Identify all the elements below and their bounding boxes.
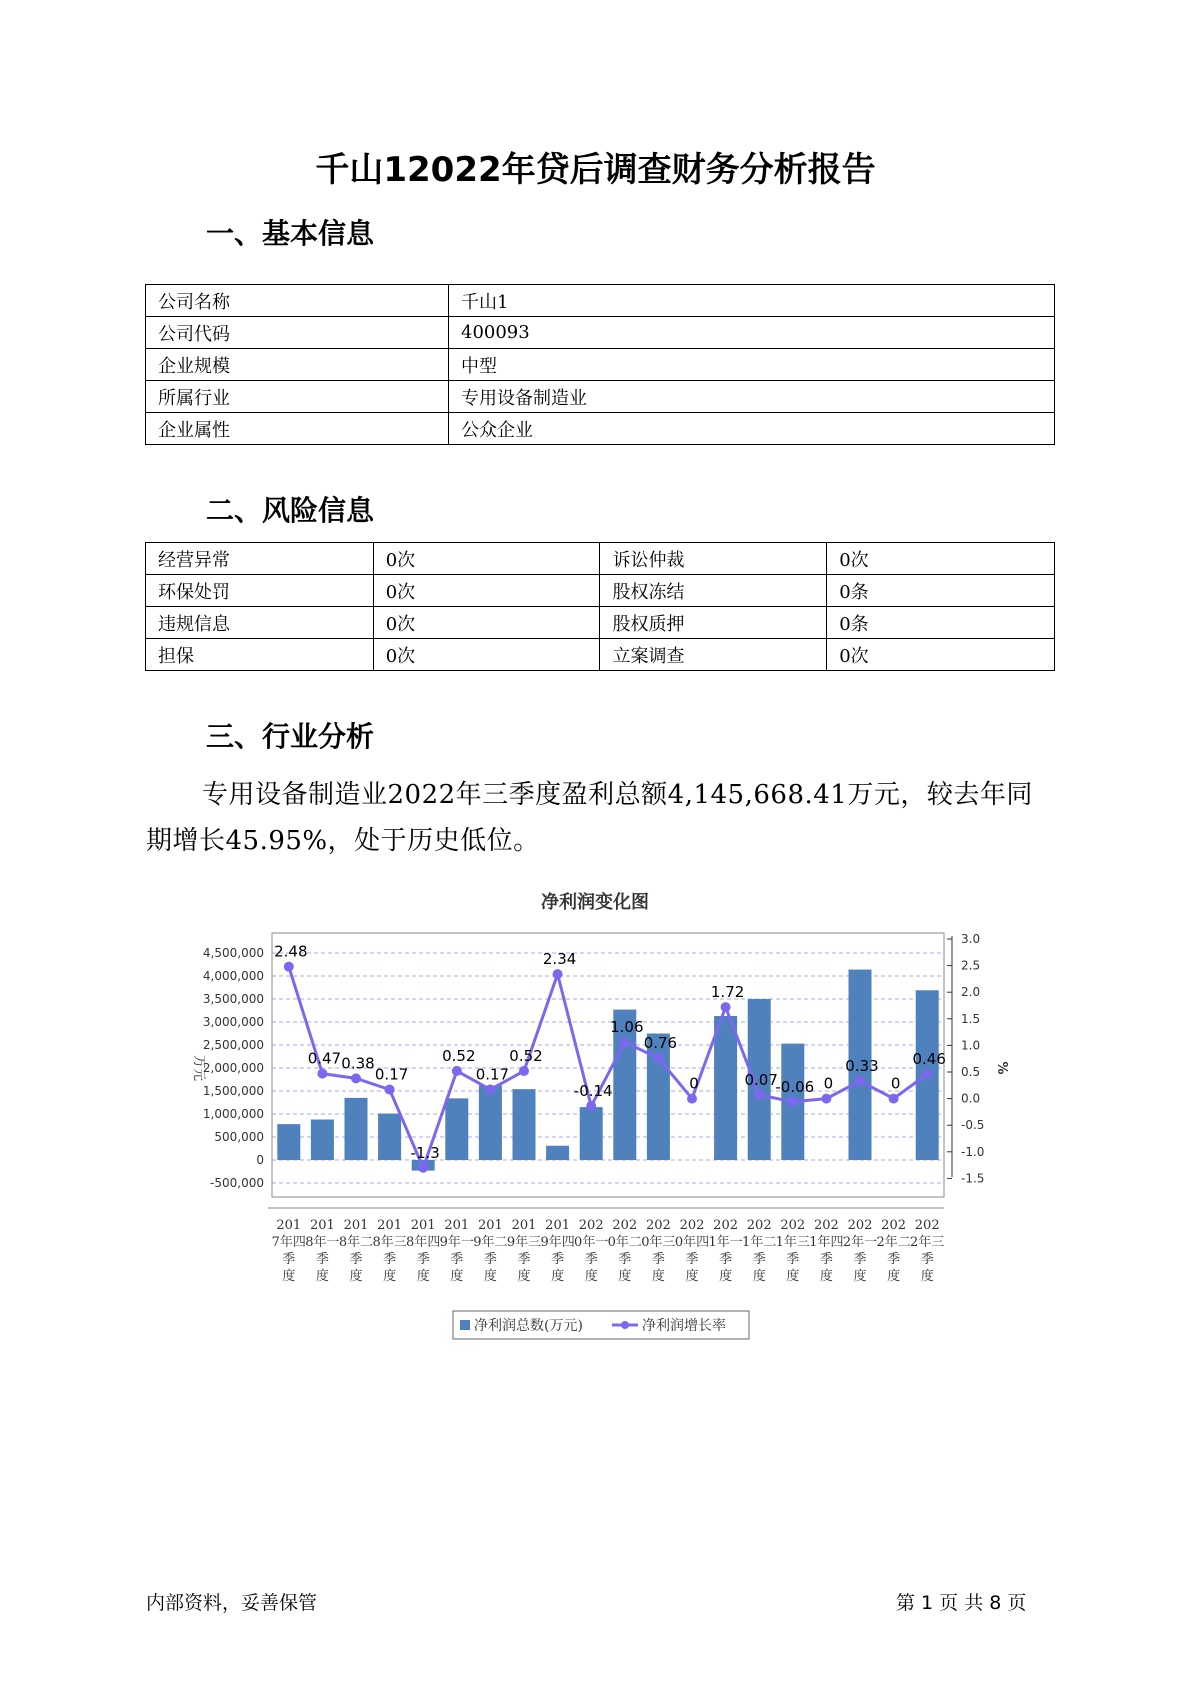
growth-rate-point xyxy=(620,1037,630,1047)
growth-rate-point xyxy=(653,1053,663,1063)
risk-value: 0次 xyxy=(373,543,600,575)
x-axis-category-label: 201 8年一季度 xyxy=(305,1218,340,1284)
risk-info-row xyxy=(146,607,1055,639)
bar xyxy=(513,1089,536,1160)
risk-info-row xyxy=(146,639,1055,671)
left-axis-tick-label: 1,000,000 xyxy=(202,1107,264,1121)
growth-rate-data-label: 0.33 xyxy=(845,1057,879,1076)
growth-rate-data-label: -0.14 xyxy=(573,1082,613,1101)
left-axis-tick-label: 1,500,000 xyxy=(202,1084,264,1098)
growth-rate-point xyxy=(754,1090,764,1100)
risk-label: 违规信息 xyxy=(146,607,374,639)
x-axis-category-label: 202 1年二季度 xyxy=(742,1218,777,1284)
risk-label: 立案调查 xyxy=(600,639,827,671)
basic-info-label: 企业属性 xyxy=(146,413,449,445)
x-axis-category-label: 202 0年一季度 xyxy=(574,1218,609,1284)
basic-info-value: 千山1 xyxy=(449,285,1055,317)
basic-info-row xyxy=(146,349,1055,381)
legend-line-label: 净利润增长率 xyxy=(642,1318,726,1334)
right-axis-tick-label: 0.0 xyxy=(961,1091,981,1106)
x-axis-category-label: 201 8年三季度 xyxy=(372,1218,407,1284)
section-heading-risk-info: 二、风险信息 xyxy=(206,494,375,527)
left-axis-tick-label: 2,500,000 xyxy=(202,1038,264,1052)
x-axis-category-label: 202 1年四季度 xyxy=(809,1218,844,1284)
risk-value: 0次 xyxy=(827,543,1055,575)
growth-rate-data-label: 0.52 xyxy=(509,1046,543,1065)
risk-info-row xyxy=(146,543,1055,575)
risk-label: 股权质押 xyxy=(600,607,827,639)
footer-page-number: 第 1 页 共 8 页 xyxy=(896,1592,1027,1614)
growth-rate-point xyxy=(586,1101,596,1111)
growth-rate-data-label: 0 xyxy=(823,1074,834,1093)
basic-info-value: 公众企业 xyxy=(449,413,1055,445)
risk-label: 担保 xyxy=(146,639,374,671)
basic-info-row xyxy=(146,317,1055,349)
growth-rate-point xyxy=(687,1094,697,1104)
x-axis-category-label: 202 2年二季度 xyxy=(876,1218,911,1284)
basic-info-label: 企业规模 xyxy=(146,349,449,381)
growth-rate-data-label: -0.06 xyxy=(775,1077,815,1096)
growth-rate-data-label: 0.17 xyxy=(374,1065,409,1084)
left-axis-tick-label: 2,000,000 xyxy=(202,1061,264,1075)
x-axis-category-label: 201 9年四季度 xyxy=(540,1218,575,1284)
growth-rate-point xyxy=(519,1066,529,1076)
right-axis-tick-label: 1.0 xyxy=(961,1038,981,1053)
x-axis-category-label: 202 1年一季度 xyxy=(708,1218,743,1284)
risk-info-table xyxy=(145,542,1055,671)
left-axis-tick-label: 3,000,000 xyxy=(202,1015,264,1029)
bar xyxy=(479,1085,502,1160)
left-axis-tick-label: -500,000 xyxy=(210,1176,264,1190)
industry-analysis-paragraph: 专用设备制造业2022年三季度盈利总额4,145,668.41万元，较去年同期增长45.95%，处于历史低位。 xyxy=(146,780,1033,856)
right-axis-tick-label: -1.5 xyxy=(961,1171,985,1186)
bar xyxy=(546,1146,569,1160)
chart-title: 净利润变化图 xyxy=(541,892,649,913)
growth-rate-point xyxy=(418,1163,428,1173)
growth-rate-data-label: 2.48 xyxy=(274,942,308,961)
growth-rate-data-label: 0.07 xyxy=(744,1070,778,1089)
growth-rate-data-label: 0.46 xyxy=(912,1050,946,1069)
x-axis-category-label: 201 7年四季度 xyxy=(271,1218,306,1284)
basic-info-table xyxy=(145,284,1055,445)
x-axis-category-label: 202 1年三季度 xyxy=(775,1218,810,1284)
risk-value: 0次 xyxy=(827,639,1055,671)
growth-rate-data-label: 1.06 xyxy=(610,1018,644,1037)
growth-rate-point xyxy=(788,1097,798,1107)
risk-value: 0条 xyxy=(827,575,1055,607)
bar xyxy=(378,1114,401,1160)
bar xyxy=(445,1098,468,1160)
right-axis-tick-label: 2.5 xyxy=(961,958,981,973)
growth-rate-point xyxy=(284,962,294,972)
growth-rate-data-label: 0.47 xyxy=(307,1049,342,1068)
basic-info-value: 中型 xyxy=(449,349,1055,381)
growth-rate-data-label: 1.72 xyxy=(710,983,745,1002)
growth-rate-point xyxy=(385,1085,395,1095)
bar xyxy=(580,1107,603,1160)
x-axis-category-label: 201 8年四季度 xyxy=(406,1218,441,1284)
left-axis-tick-label: 0 xyxy=(256,1153,264,1167)
growth-rate-data-label: 0.76 xyxy=(643,1034,678,1053)
footer-confidential-note: 内部资料，妥善保管 xyxy=(146,1592,318,1614)
risk-label: 诉讼仲裁 xyxy=(600,543,827,575)
x-axis-category-label: 202 0年四季度 xyxy=(674,1218,710,1284)
right-axis-label: % xyxy=(994,1061,1009,1075)
net-profit-chart xyxy=(0,880,1191,1350)
section-heading-industry-analysis: 三、行业分析 xyxy=(206,720,375,753)
legend-line-marker xyxy=(621,1321,629,1329)
x-axis-category-label: 201 9年三季度 xyxy=(506,1218,542,1284)
growth-rate-data-label: 0 xyxy=(689,1074,699,1093)
risk-value: 0次 xyxy=(373,607,600,639)
x-axis-category-label: 201 8年二季度 xyxy=(338,1218,374,1284)
basic-info-label: 所属行业 xyxy=(146,381,449,413)
bar xyxy=(311,1120,334,1160)
left-axis-tick-label: 3,500,000 xyxy=(202,992,264,1006)
left-axis-tick-label: 4,500,000 xyxy=(202,946,264,960)
x-axis-category-label: 201 9年二季度 xyxy=(473,1218,508,1284)
x-axis-category-label: 202 0年二季度 xyxy=(607,1218,642,1284)
basic-info-row xyxy=(146,381,1055,413)
growth-rate-data-label: -1.3 xyxy=(410,1143,440,1162)
legend-bar-swatch xyxy=(460,1320,470,1330)
basic-info-row xyxy=(146,413,1055,445)
legend-bar-label: 净利润总数(万元) xyxy=(474,1318,583,1334)
bar xyxy=(714,1016,737,1160)
growth-rate-point xyxy=(452,1066,462,1076)
x-axis-category-label: 202 2年三季度 xyxy=(910,1218,945,1284)
risk-label: 经营异常 xyxy=(146,543,374,575)
growth-rate-point xyxy=(351,1073,361,1083)
growth-rate-point xyxy=(485,1085,495,1095)
growth-rate-point xyxy=(721,1002,731,1012)
risk-info-row xyxy=(146,575,1055,607)
right-axis-tick-label: -1.0 xyxy=(961,1144,985,1159)
x-axis-category-label: 202 0年三季度 xyxy=(641,1218,676,1284)
left-axis-label: 万元 xyxy=(191,1054,206,1082)
x-axis-category-label: 201 9年一季度 xyxy=(439,1218,474,1284)
right-axis-tick-label: 2.0 xyxy=(961,985,981,1000)
risk-label: 股权冻结 xyxy=(600,575,827,607)
x-axis-category-label: 202 2年一季度 xyxy=(842,1218,878,1284)
growth-rate-data-label: 0 xyxy=(890,1074,901,1093)
risk-value: 0次 xyxy=(373,639,600,671)
risk-value: 0次 xyxy=(373,575,600,607)
risk-label: 环保处罚 xyxy=(146,575,374,607)
basic-info-value: 专用设备制造业 xyxy=(449,381,1055,413)
basic-info-label: 公司名称 xyxy=(146,285,449,317)
right-axis-tick-label: 1.5 xyxy=(961,1011,981,1026)
growth-rate-point xyxy=(889,1094,899,1104)
growth-rate-point xyxy=(317,1069,327,1079)
growth-rate-point xyxy=(855,1076,865,1086)
growth-rate-point xyxy=(922,1069,932,1079)
risk-value: 0条 xyxy=(827,607,1055,639)
section-heading-basic-info: 一、基本信息 xyxy=(206,217,375,250)
growth-rate-point xyxy=(553,969,563,979)
right-axis-tick-label: 3.0 xyxy=(961,932,981,946)
bar xyxy=(647,1034,670,1161)
right-axis-tick-label: -0.5 xyxy=(961,1118,985,1133)
growth-rate-point xyxy=(821,1094,831,1104)
report-title: 千山12022年贷后调查财务分析报告 xyxy=(315,150,876,190)
basic-info-row xyxy=(146,285,1055,317)
bar xyxy=(345,1098,368,1160)
basic-info-label: 公司代码 xyxy=(146,317,449,349)
growth-rate-data-label: 0.52 xyxy=(442,1046,476,1065)
left-axis-tick-label: 500,000 xyxy=(214,1130,264,1144)
left-axis-tick-label: 4,000,000 xyxy=(202,969,264,983)
bar xyxy=(277,1124,300,1160)
growth-rate-data-label: 0.17 xyxy=(475,1065,510,1084)
growth-rate-data-label: 0.38 xyxy=(341,1054,375,1073)
right-axis-tick-label: 0.5 xyxy=(961,1065,981,1079)
growth-rate-data-label: 2.34 xyxy=(542,950,577,969)
basic-info-value: 400093 xyxy=(449,317,1055,349)
